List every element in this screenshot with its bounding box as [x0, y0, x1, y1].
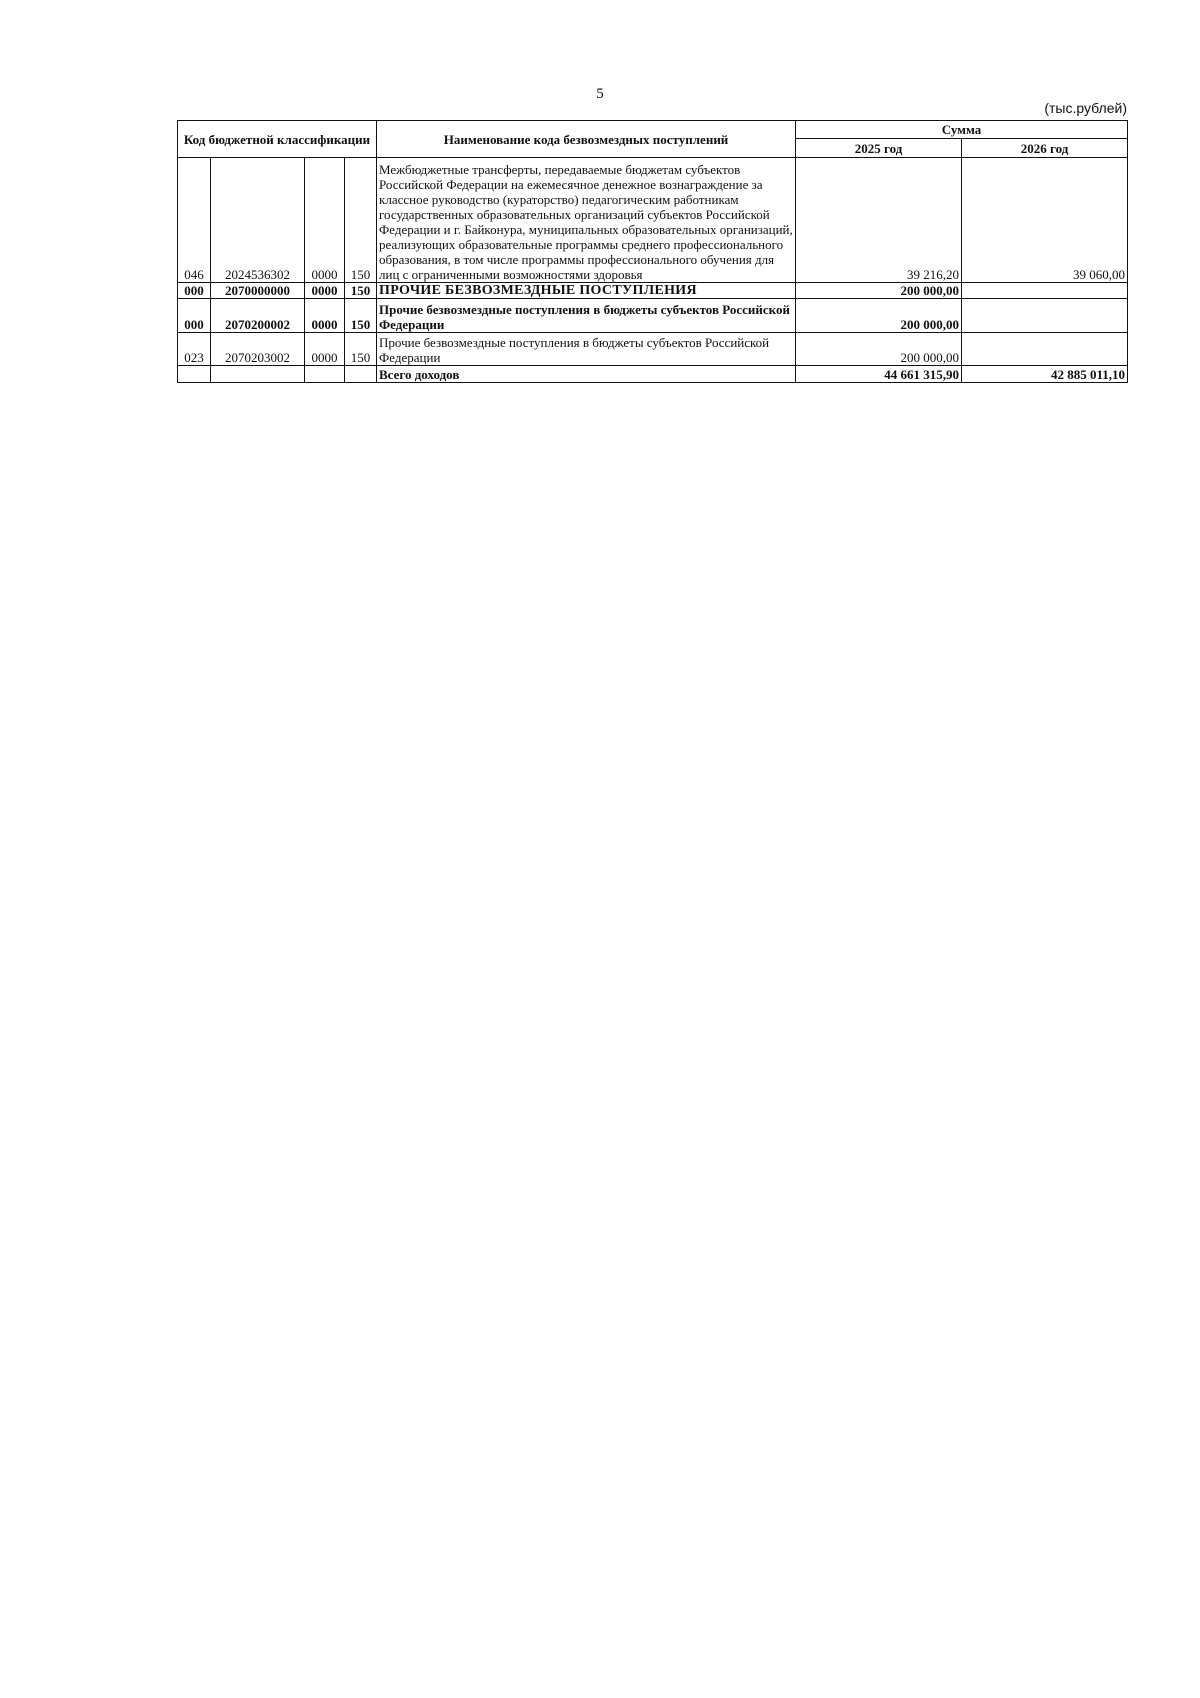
- year-2025-header: 2025 год: [796, 139, 962, 158]
- code-admin: 023: [178, 333, 211, 366]
- amount-2025: 200 000,00: [796, 299, 962, 333]
- code-economic: 150: [345, 283, 377, 299]
- code-economic: 150: [345, 299, 377, 333]
- sum-header: Сумма: [796, 121, 1128, 139]
- item-name: ПРОЧИЕ БЕЗВОЗМЕЗДНЫЕ ПОСТУПЛЕНИЯ: [377, 283, 796, 299]
- amount-2026: [962, 299, 1128, 333]
- amount-2026: 39 060,00: [962, 158, 1128, 283]
- item-name: Прочие безвозмездные поступления в бюджеты субъектов Российской Федерации: [377, 299, 796, 333]
- code-economic: 150: [345, 333, 377, 366]
- total-2026: 42 885 011,10: [962, 366, 1128, 383]
- total-label: Всего доходов: [377, 366, 796, 383]
- code-admin: 000: [178, 299, 211, 333]
- code-header: Код бюджетной классификации: [178, 121, 377, 158]
- code-admin: [178, 366, 211, 383]
- code-main: 2024536302: [211, 158, 305, 283]
- code-main: 2070203002: [211, 333, 305, 366]
- code-program: 0000: [305, 158, 345, 283]
- budget-table: [177, 120, 1128, 383]
- code-main: 2070200002: [211, 299, 305, 333]
- code-program: [305, 366, 345, 383]
- item-name: Межбюджетные трансферты, передаваемые бюджетам субъектов Российской Федерации на ежемесячное денежное вознаграждение за классное руководство (кураторство) педагогическим работникам государственных образовательных организаций субъектов Российской Федерации и г. Байконура, муниципальных образовательных организаций, реализующих образовательные программы среднего профессионального образования, в том числе программы профессионального обучения для лиц с ограниченными возможностями здоровья: [377, 158, 796, 283]
- code-program: 0000: [305, 283, 345, 299]
- table-row: [178, 333, 1128, 366]
- amount-2026: [962, 283, 1128, 299]
- code-main: 2070000000: [211, 283, 305, 299]
- total-row: [178, 366, 1128, 383]
- table-row: [178, 158, 1128, 283]
- code-admin: 046: [178, 158, 211, 283]
- amount-2025: 39 216,20: [796, 158, 962, 283]
- amount-2025: 200 000,00: [796, 333, 962, 366]
- code-program: 0000: [305, 299, 345, 333]
- code-program: 0000: [305, 333, 345, 366]
- code-economic: [345, 366, 377, 383]
- total-2025: 44 661 315,90: [796, 366, 962, 383]
- amount-2025: 200 000,00: [796, 283, 962, 299]
- units-label: (тыс.рублей): [1044, 100, 1127, 116]
- year-2026-header: 2026 год: [962, 139, 1128, 158]
- code-economic: 150: [345, 158, 377, 283]
- item-name: Прочие безвозмездные поступления в бюджеты субъектов Российской Федерации: [377, 333, 796, 366]
- table-row: [178, 299, 1128, 333]
- name-header: Наименование кода безвозмездных поступлений: [377, 121, 796, 158]
- amount-2026: [962, 333, 1128, 366]
- code-main: [211, 366, 305, 383]
- table-row: [178, 283, 1128, 299]
- code-admin: 000: [178, 283, 211, 299]
- page-number: 5: [596, 86, 604, 102]
